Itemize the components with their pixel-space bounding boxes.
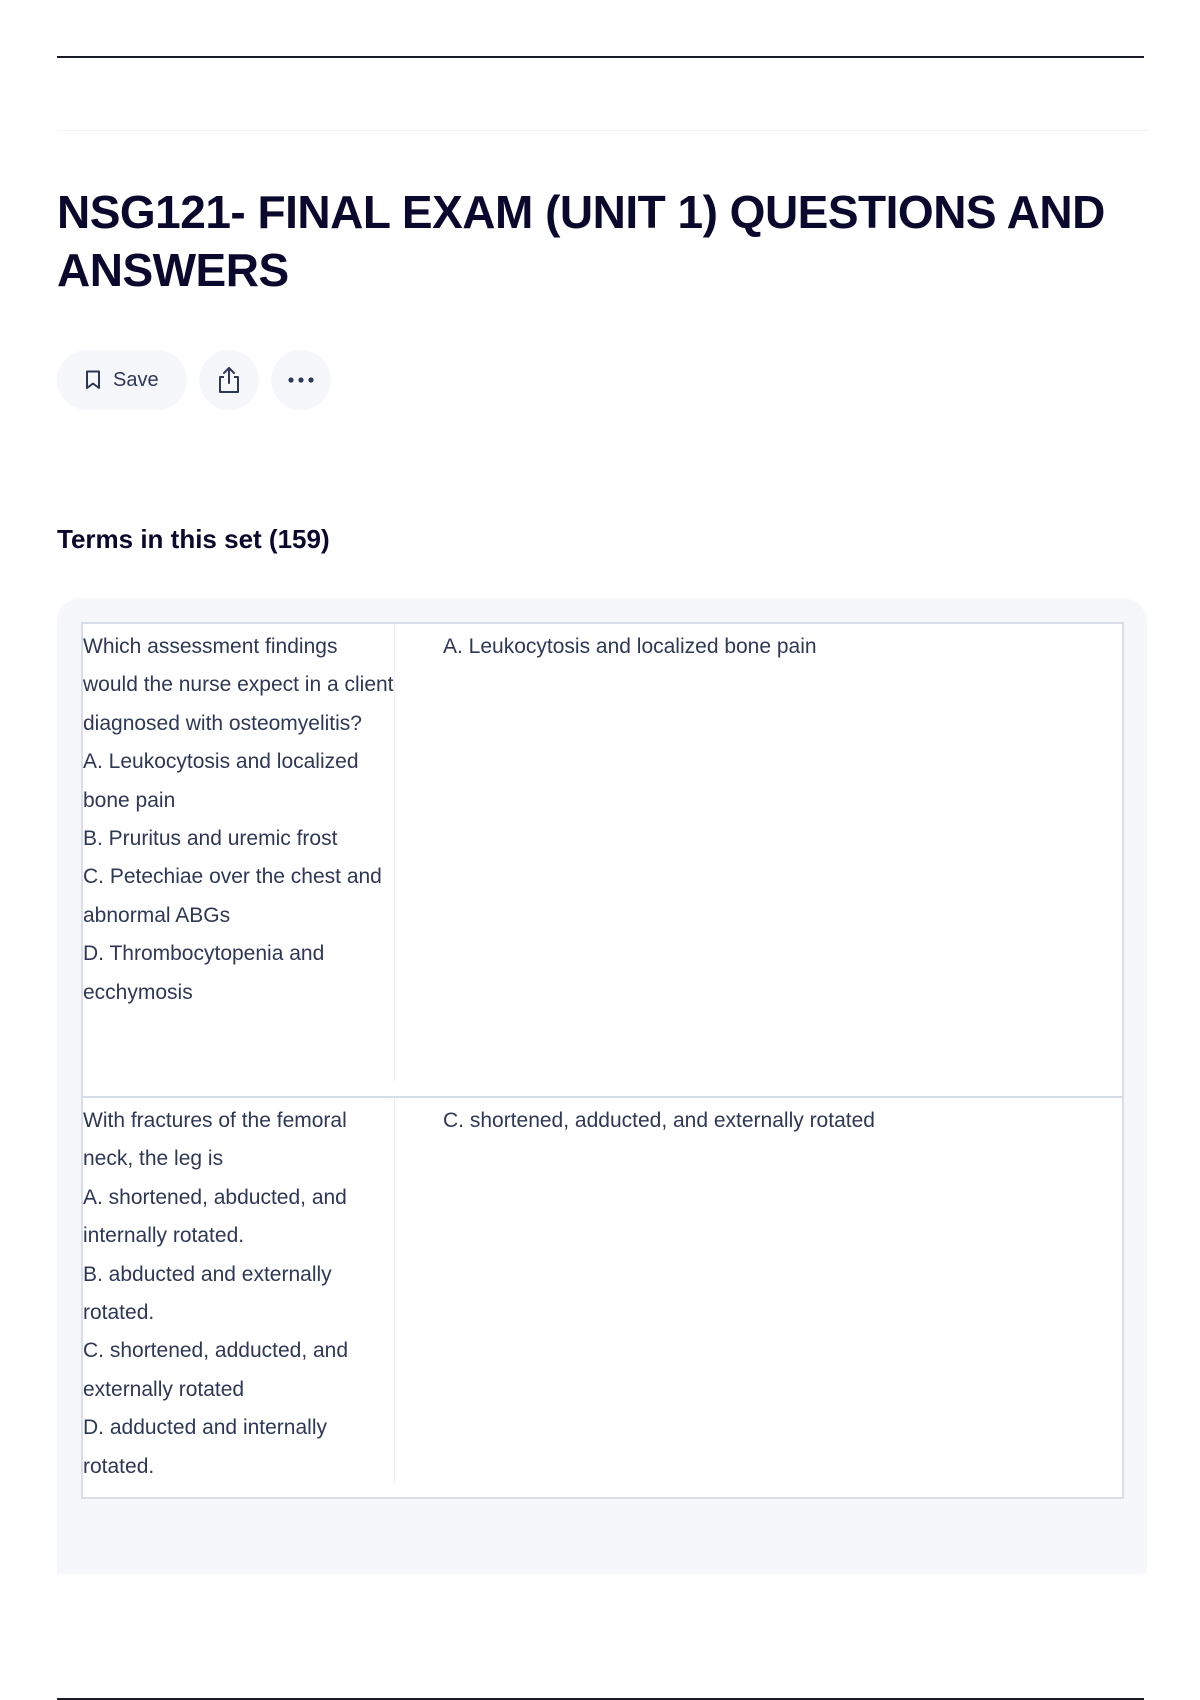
term-card[interactable] — [81, 1098, 1124, 1499]
header-divider — [57, 130, 1147, 131]
term-text: Which assessment findings would the nurse expect in a client diagnosed with osteomyelitis? A. Leukocytosis and localized bone pain B. Pruritus and uremic frost C. Petechiae over the chest and abnormal ABGs D. Thrombocytopenia and ecchymosis — [83, 624, 395, 1082]
term-card[interactable] — [81, 622, 1124, 1098]
page-title: NSG121- FINAL EXAM (UNIT 1) QUESTIONS AND ANSWERS — [57, 186, 1105, 296]
action-bar — [57, 350, 331, 410]
definition-text: A. Leukocytosis and localized bone pain — [443, 635, 817, 658]
save-button[interactable] — [57, 350, 187, 410]
more-icon — [287, 376, 315, 384]
top-divider — [57, 56, 1144, 58]
share-icon — [216, 366, 242, 394]
definition-text: C. shortened, adducted, and externally rotated — [443, 1109, 875, 1132]
terms-heading: Terms in this set (159) — [57, 524, 330, 554]
bookmark-icon — [85, 370, 101, 390]
term-text: With fractures of the femoral neck, the leg is A. shortened, abducted, and internally rotated. B. abducted and externally rotated. C. shortened, adducted, and externally rotated D. adducted and internally rotated. — [83, 1098, 395, 1483]
more-options-button[interactable] — [271, 350, 331, 410]
save-button-label: Save — [113, 368, 159, 391]
share-button[interactable] — [199, 350, 259, 410]
